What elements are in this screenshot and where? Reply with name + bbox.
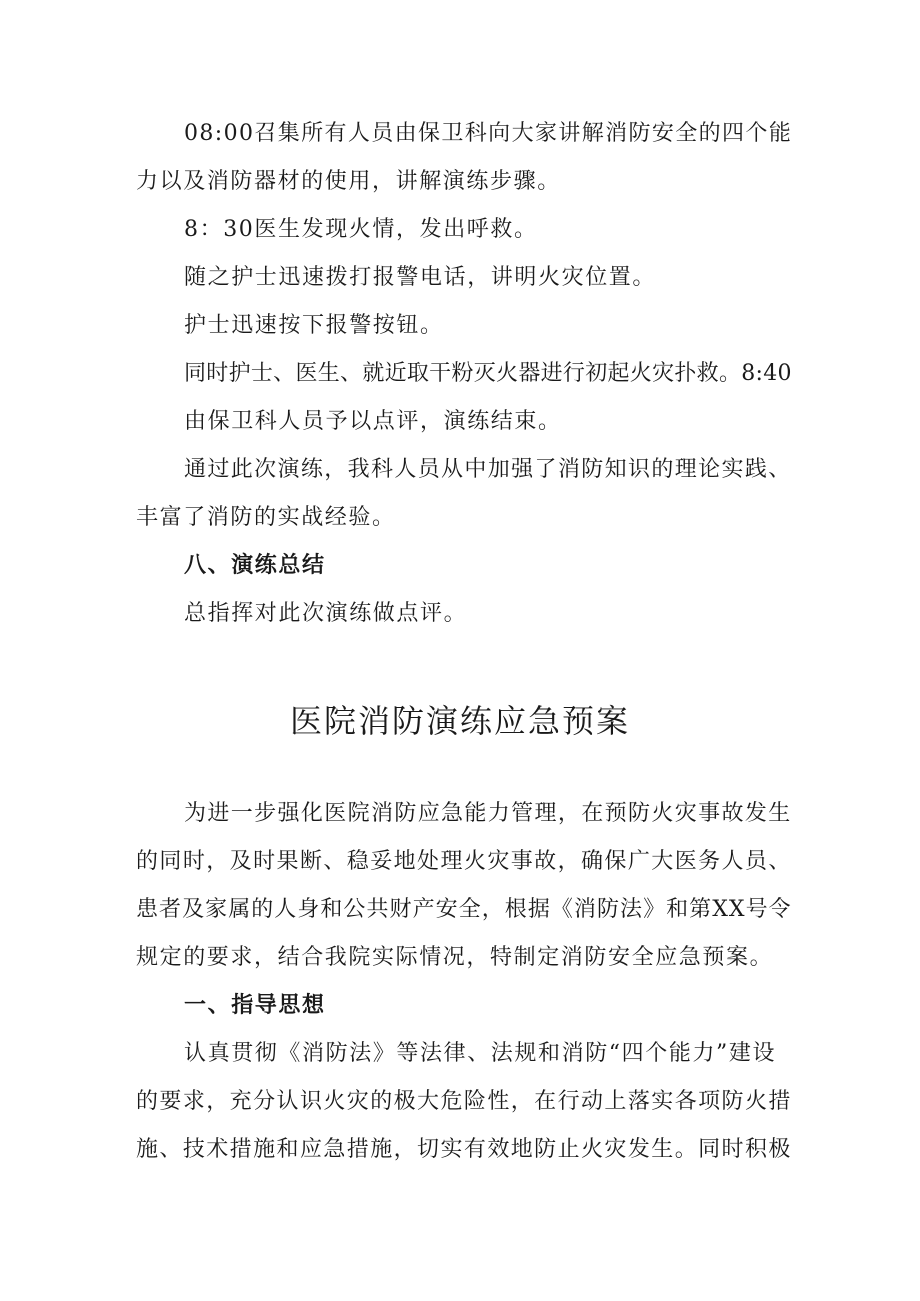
heading-summary: 八、演练总结 — [184, 553, 326, 578]
paragraph-review: 由保卫科人员予以点评，演练结束。 — [184, 409, 562, 434]
intro-line2: 的同时，及时果断、稳妥地处理火灾事故，确保广大医务人员、 — [136, 849, 792, 874]
document-title: 医院消防演练应急预案 — [289, 702, 630, 740]
intro-line3: 患者及家属的人身和公共财产安全，根据《消防法》和第XX号令 — [136, 897, 792, 922]
paragraph-nurse-call: 随之护士迅速拨打报警电话，讲明火灾位置。 — [184, 265, 657, 290]
guide-line3: 施、技术措施和应急措施，切实有效地防止火灾发生。同时积极 — [136, 1137, 792, 1162]
paragraph-result-line1: 通过此次演练，我科人员从中加强了消防知识的理论实践、 — [184, 457, 792, 482]
paragraph-result-line2: 丰富了消防的实战经验。 — [136, 505, 396, 530]
paragraph-0830: 8：30医生发现火情，发出呼救。 — [184, 217, 538, 242]
guide-line1: 认真贯彻《消防法》等法律、法规和消防“四个能力”建设 — [184, 1041, 777, 1066]
paragraph-extinguish: 同时护士、医生、就近取干粉灭火器进行初起火灾扑救。8:40 — [184, 361, 792, 386]
heading-guide: 一、指导思想 — [184, 993, 326, 1018]
paragraph-0800-line2: 力以及消防器材的使用，讲解演练步骤。 — [136, 169, 561, 194]
paragraph-summary: 总指挥对此次演练做点评。 — [184, 601, 468, 626]
intro-line4: 规定的要求，结合我院实际情况，特制定消防安全应急预案。 — [136, 945, 774, 970]
paragraph-0800-line1: 08:00召集所有人员由保卫科向大家讲解消防安全的四个能 — [184, 121, 793, 146]
guide-line2: 的要求，充分认识火灾的极大危险性，在行动上落实各项防火措 — [136, 1089, 792, 1114]
paragraph-nurse-button: 护士迅速按下报警按钮。 — [184, 313, 444, 338]
intro-line1: 为进一步强化医院消防应急能力管理，在预防火灾事故发生 — [184, 801, 792, 826]
